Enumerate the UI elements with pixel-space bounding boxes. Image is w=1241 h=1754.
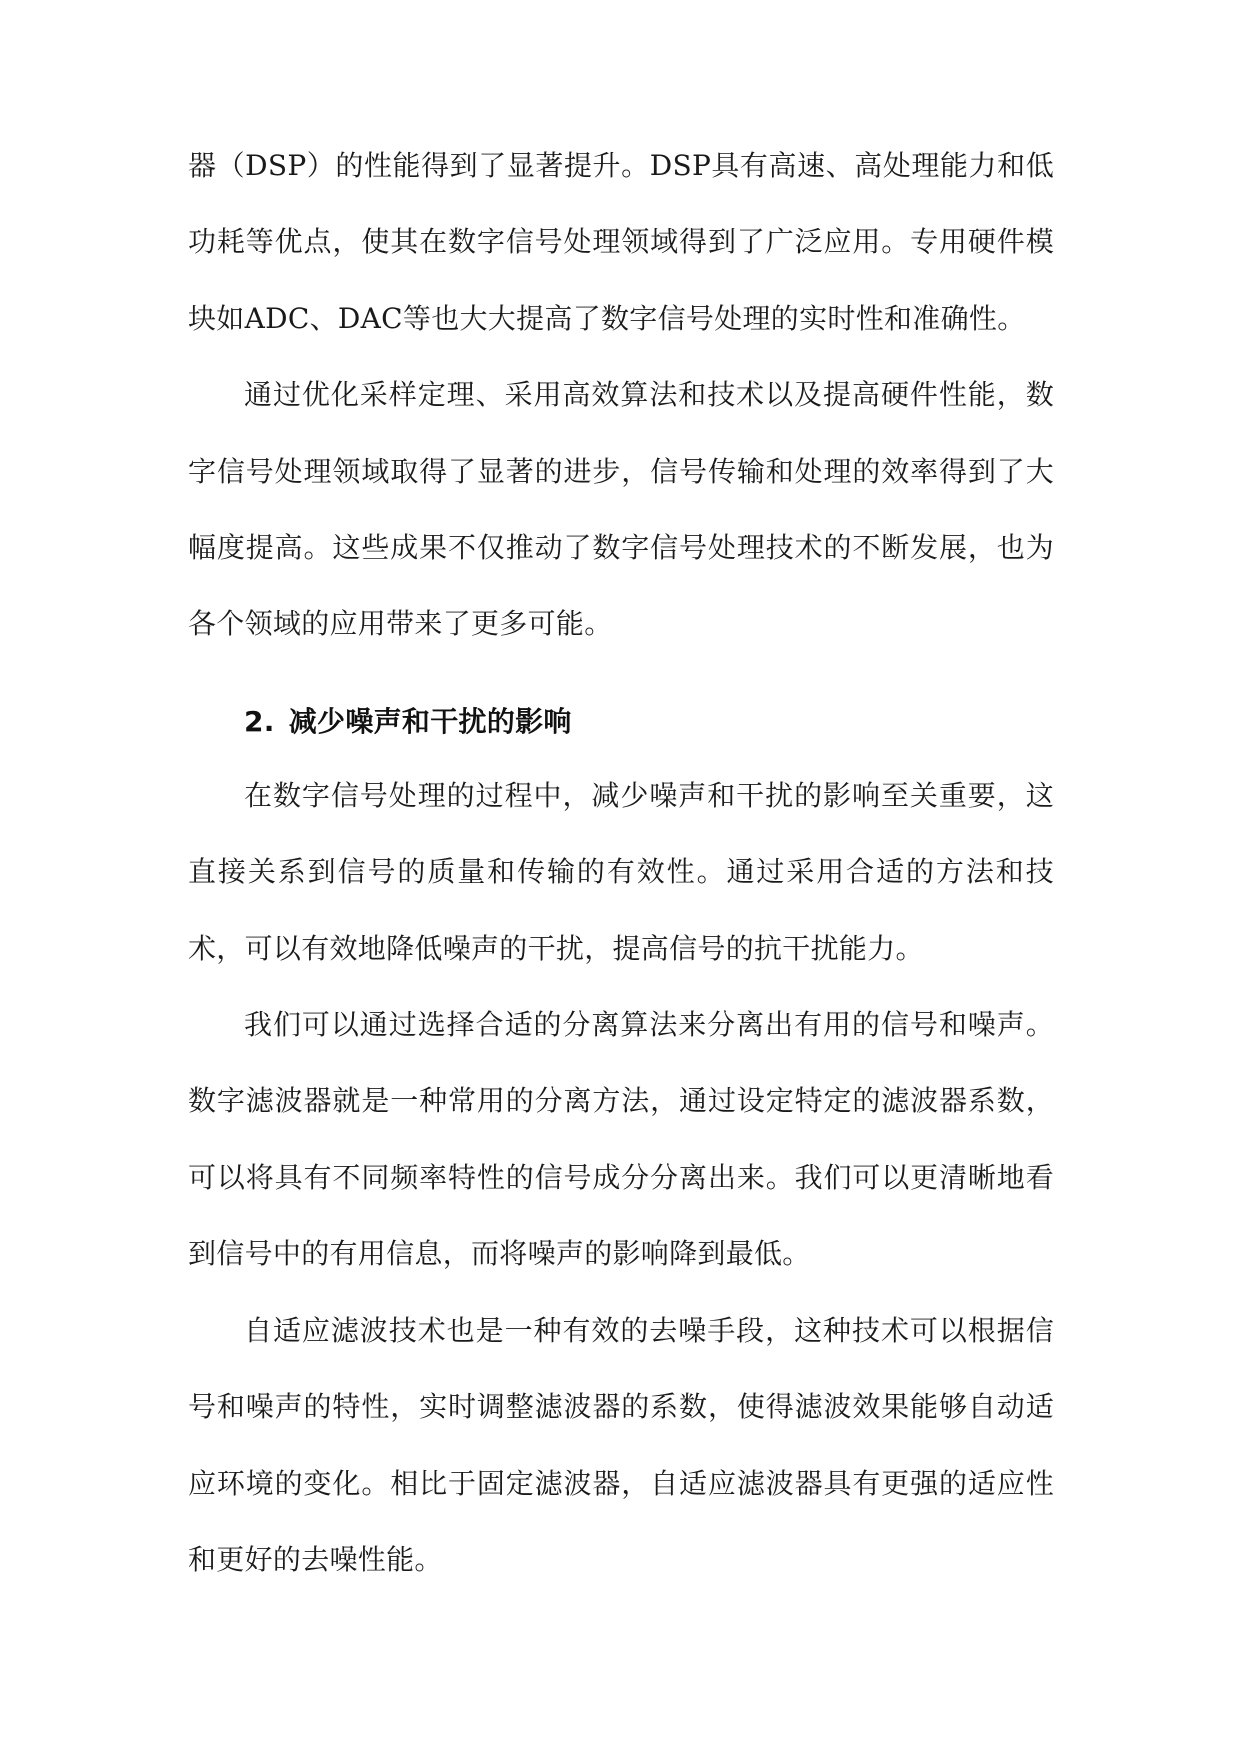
section-number: 2. [244, 704, 275, 738]
paragraph-noise-importance: 在数字信号处理的过程中，减少噪声和干扰的影响至关重要，这直接关系到信号的质量和传输的有效性。通过采用合适的方法和技术，可以有效地降低噪声的干扰，提高信号的抗干扰能力。 [188, 778, 1054, 965]
section-title: 减少噪声和干扰的影响 [288, 704, 572, 738]
section-heading [188, 686, 1054, 758]
paragraph-digital-filter: 我们可以通过选择合适的分离算法来分离出有用的信号和噪声。数字滤波器就是一种常用的分离方法，通过设定特定的滤波器系数，可以将具有不同频率特性的信号成分分离出来。我们可以更清晰地看到信号中的有用信息，而将噪声的影响降到最低。 [188, 1008, 1054, 1271]
paragraph-adaptive-filter: 自适应滤波技术也是一种有效的去噪手段，这种技术可以根据信号和噪声的特性，实时调整滤波器的系数，使得滤波效果能够自动适应环境的变化。相比于固定滤波器，自适应滤波器具有更强的适应性和更好的去噪性能。 [188, 1313, 1054, 1576]
paragraph-optimization-summary: 通过优化采样定理、采用高效算法和技术以及提高硬件性能，数字信号处理领域取得了显著的进步，信号传输和处理的效率得到了大幅度提高。这些成果不仅推动了数字信号处理技术的不断发展，也为各个领域的应用带来了更多可能。 [188, 378, 1054, 641]
document-body [188, 128, 1054, 1598]
paragraph-dsp-performance: 器（DSP）的性能得到了显著提升。DSP具有高速、高处理能力和低功耗等优点，使其在数字信号处理领域得到了广泛应用。专用硬件模块如ADC、DAC等也大大提高了数字信号处理的实时性和准确性。 [188, 149, 1054, 335]
